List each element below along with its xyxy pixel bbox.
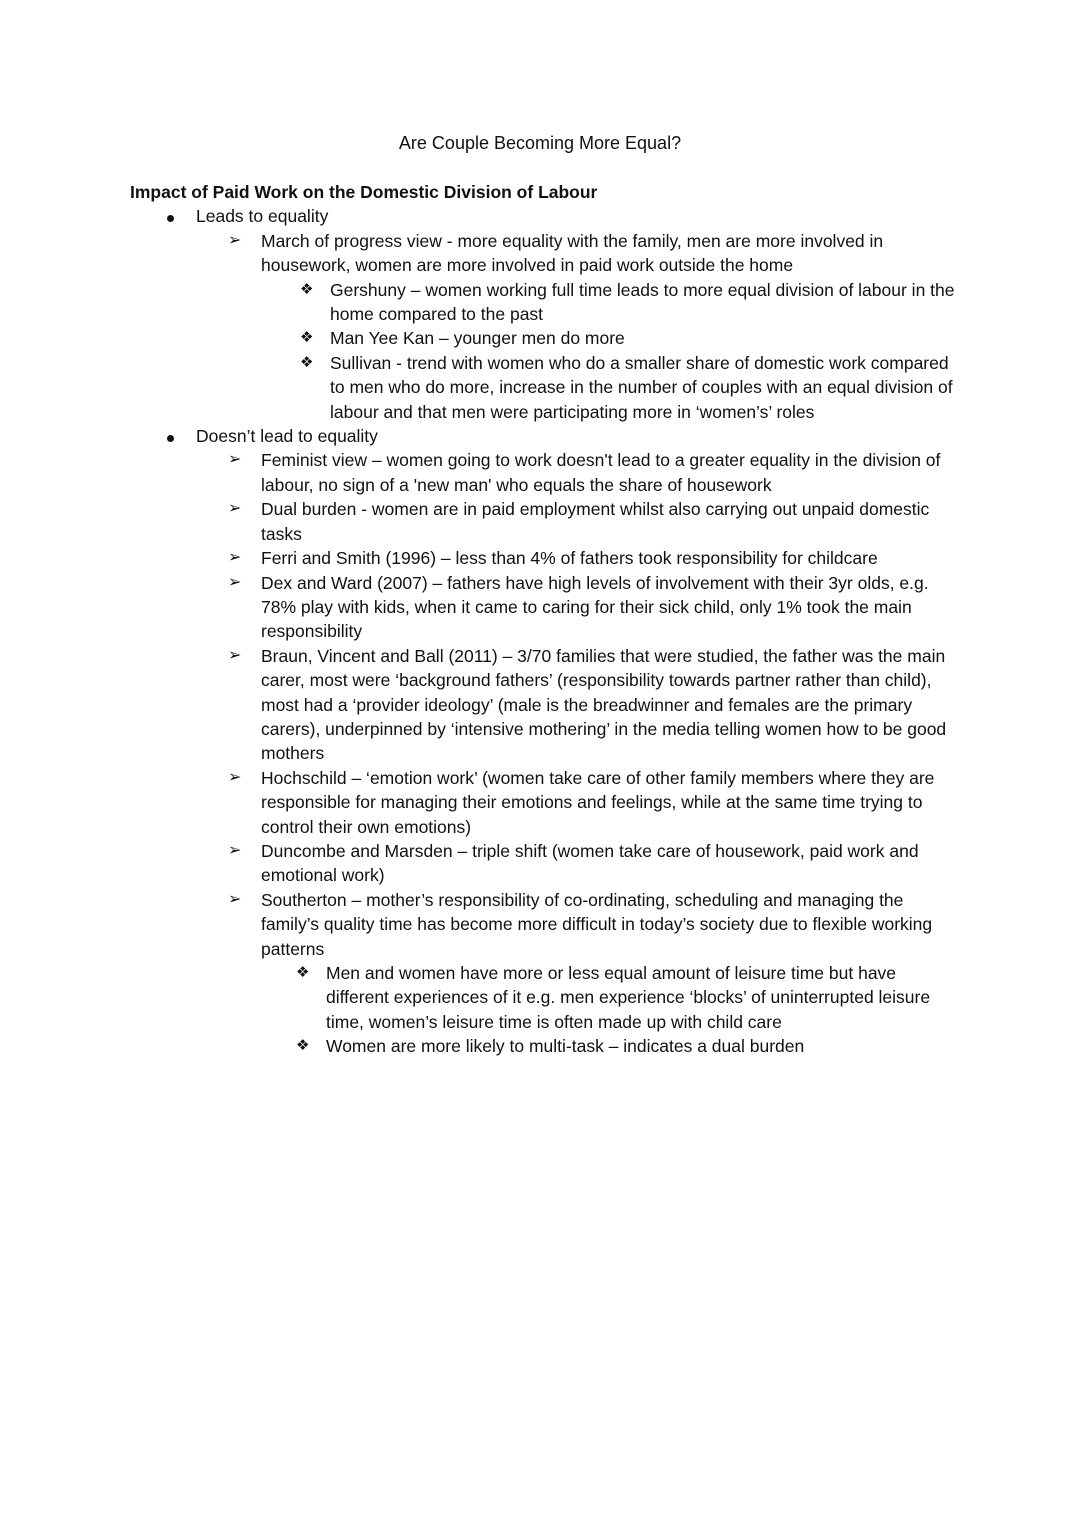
- diamond-bullet-icon: ❖: [300, 280, 314, 298]
- list-item-leads-to-equality: [130, 204, 960, 424]
- diamond-bullet-icon: ❖: [300, 353, 314, 371]
- arrow-bullet-icon: ➢: [228, 841, 242, 859]
- point-text: Southerton – mother’s responsibility of co-ordinating, scheduling and managing the family’s quality time has become more difficult in today’s society due to flexible working patterns: [261, 889, 933, 959]
- content-area: [130, 180, 960, 1059]
- list-item: [196, 644, 960, 766]
- list-item: [196, 766, 960, 839]
- top-level-list: [130, 204, 960, 1058]
- point-text: Braun, Vincent and Ball (2011) – 3/70 families that were studied, the father was the main carer, most were ‘background fathers’ (responsibility towards partner rather than child), most had a ‘provider ideology’ (male is the breadwinner and females are the primary carers), underpinned by ‘intensive mothering’ in the media telling women how to be good mothers: [261, 645, 947, 764]
- subpoint-text: Man Yee Kan – younger men do more: [330, 328, 625, 349]
- subpoint-text: Men and women have more or less equal amount of leisure time but have different experiences of it e.g. men experience ‘blocks’ of uninterrupted leisure time, women’s leisure time is often made up with child care: [326, 963, 931, 1032]
- bullet-dot-icon: [167, 204, 174, 228]
- list-item-doesnt-lead-to-equality: [130, 424, 960, 1059]
- arrow-bullet-icon: ➢: [228, 500, 242, 518]
- list-item: [261, 961, 960, 1034]
- list-item: [261, 351, 960, 424]
- point-text: Duncombe and Marsden – triple shift (women take care of housework, paid work and emotional work): [261, 840, 919, 886]
- arrow-bullet-icon: ➢: [228, 890, 242, 908]
- bullet-dot-icon: [167, 424, 174, 448]
- point-text: Hochschild – ‘emotion work’ (women take care of other family members where they are responsible for managing their emotions and feelings, while at the same time trying to control their own emotions): [261, 767, 935, 837]
- list-item: [196, 229, 960, 424]
- point-text: Dex and Ward (2007) – fathers have high levels of involvement with their 3yr olds, e.g. 78% play with kids, when it came to caring for their sick child, only 1% took the main responsibility: [261, 572, 929, 642]
- arrow-list: [196, 229, 960, 424]
- list-item: [196, 448, 960, 497]
- group-label: Doesn’t lead to equality: [196, 426, 378, 447]
- point-text: Dual burden - women are in paid employment whilst also carrying out unpaid domestic tasks: [261, 499, 930, 544]
- arrow-bullet-icon: ➢: [228, 231, 242, 249]
- diamond-list: [261, 278, 960, 424]
- arrow-list: [196, 448, 960, 1058]
- subpoint-text: Sullivan - trend with women who do a smaller share of domestic work compared to men who do more, increase in the number of couples with an equal division of labour and that men were participating more in ‘women’s’ roles: [330, 352, 953, 422]
- diamond-bullet-icon: ❖: [296, 1037, 310, 1055]
- point-text: Ferri and Smith (1996) – less than 4% of fathers took responsibility for childcare: [261, 548, 878, 569]
- list-item: [196, 888, 960, 1059]
- page-title: Are Couple Becoming More Equal?: [398, 133, 682, 153]
- list-item: [196, 497, 960, 546]
- diamond-bullet-icon: ❖: [296, 964, 310, 981]
- list-item: [196, 839, 960, 888]
- subpoint-text: Gershuny – women working full time leads to more equal division of labour in the home compared to the past: [330, 279, 955, 325]
- diamond-bullet-icon: ❖: [300, 329, 314, 347]
- section-heading: Impact of Paid Work on the Domestic Division of Labour: [130, 182, 598, 202]
- arrow-bullet-icon: ➢: [228, 646, 242, 664]
- arrow-bullet-icon: ➢: [228, 573, 242, 591]
- arrow-bullet-icon: ➢: [228, 451, 242, 469]
- list-item: [196, 571, 960, 644]
- list-item: [261, 278, 960, 327]
- diamond-list: [261, 961, 960, 1059]
- subpoint-text: Women are more likely to multi-task – indicates a dual burden: [326, 1036, 805, 1057]
- arrow-bullet-icon: ➢: [228, 549, 242, 567]
- list-item: [196, 546, 960, 570]
- point-text: March of progress view - more equality with the family, men are more involved in housework, women are more involved in paid work outside the home: [261, 230, 884, 276]
- arrow-bullet-icon: ➢: [228, 768, 242, 786]
- point-text: Feminist view – women going to work doesn't lead to a greater equality in the division of labour, no sign of a 'new man' who equals the share of housework: [261, 450, 941, 495]
- list-item: [261, 1034, 960, 1058]
- group-label: Leads to equality: [196, 206, 329, 227]
- list-item: [261, 326, 960, 350]
